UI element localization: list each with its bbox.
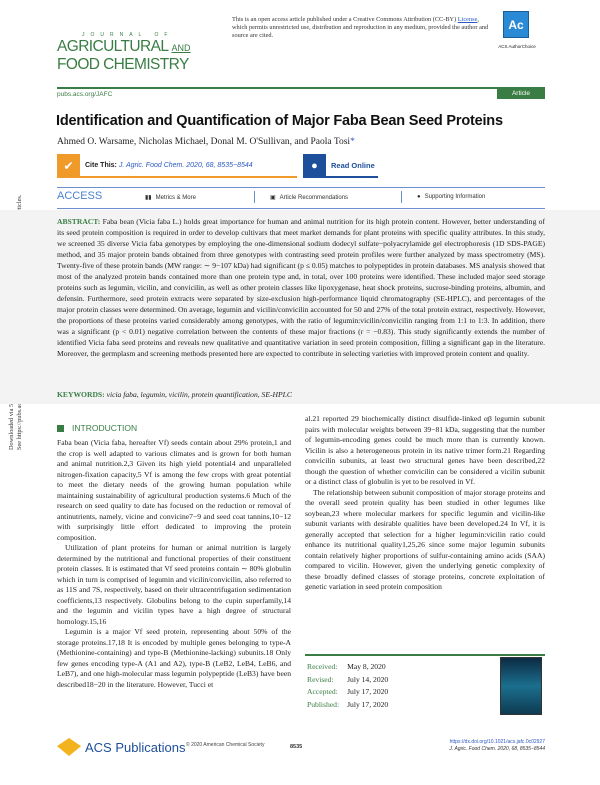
checkmark-icon: ✔ [57, 154, 80, 177]
paragraph: al.21 reported 29 biochemically distinct disulfide-linked αβ legumin subunit pairs with molecular weights between 39−81 kDa, suggesting that the number of legumin-encoding genes could be much more than is currently known. Vicilin is also a heterogeneous protein in its native trimer form.21 Regarding convicilin subunits, at least two structural genes have been described,22 though the question of whether convicilin can be considered a vicilin subunit or a distinct class of globulin is yet to be resolved in Vf. [305, 414, 545, 486]
header-divider [57, 87, 545, 89]
left-column [57, 438, 291, 690]
open-access-notice: This is an open access article published under a Creative Commons Attribution (CC-BY) License, which permits unrestricted use, distribution and reproduction in any medium, provided the author and source are cited. [232, 16, 489, 39]
date-row: Revised: July 14, 2020 [307, 674, 389, 684]
copyright: © 2020 American Chemical Society [186, 742, 265, 748]
globe-icon: ● [303, 154, 326, 177]
paragraph: Legumin is a major Vf seed protein, representing about 50% of the storage proteins.17,18 It is encoded by multiple genes belonging to type-A (Methionine-containing) and type-B (Methionine-lacking) subunits.18 Only few genes encoding type-A (A1 and A2), type-B (LeB2, LeB4, LeB6, and LeB7), and one high-molecular mass legumin polypeptide (LeB3) have been described18−20 in the literature. However, Tucci et [57, 627, 291, 689]
journal-logo-line2: FOOD CHEMISTRY [57, 56, 189, 73]
date-row: Published: July 17, 2020 [307, 699, 389, 709]
page-number: 8535 [290, 744, 303, 750]
keywords: KEYWORDS: vicia faba, legumin, vicilin, protein quantification, SE-HPLC [57, 390, 292, 399]
supporting-info-icon: ● [417, 194, 421, 200]
section-heading-introduction: INTRODUCTION [57, 423, 137, 433]
divider [401, 191, 402, 203]
publication-dates [305, 660, 390, 712]
doi-block: https://dx.doi.org/10.1021/acs.jafc.0c02927 J. Agric. Food Chem. 2020, 68, 8535−8544 [449, 739, 545, 752]
acs-hexagon-icon [57, 738, 81, 756]
cite-this[interactable]: ✔ Cite This: J. Agric. Food Chem. 2020, 68, 8535−8544 [57, 155, 297, 178]
recommendations-link[interactable]: ▣ Article Recommendations [270, 194, 349, 201]
authors: Ahmed O. Warsame, Nicholas Michael, Donal M. O'Sullivan, and Paola Tosi* [57, 137, 355, 147]
divider [254, 191, 255, 203]
date-row: Received: May 8, 2020 [307, 662, 386, 671]
journal-url[interactable]: pubs.acs.org/JAFC [57, 91, 113, 98]
abstract: ABSTRACT: Faba bean (Vicia faba L.) holds great importance for human and animal nutrition for its high protein content. However, better understanding of its seed protein composition is required in order to develop cultivars that meet market demands for plant proteins with specific quality attributes. In this study, we screened 35 diverse Vicia faba genotypes by employing the one-dimensional sodium dodecyl sulfate−polyacrylamide gel electrophoresis (1D SDS-PAGE) method, and 35 major protein bands obtained from three genotypes with contrasting seed protein profiles were further analyzed by mass spectrometry (MS). Twenty-five of these protein bands (MW range: ∼ 9−107 kDa) had significant (p ≤ 0.05) matches to polypeptides in protein databases. MS analysis showed that most of the analyzed protein bands contained more than one protein type and, in total, over 100 proteins were identified. These included major seed storage proteins such as legumin, vicilin, and convicilin, as well as other protein classes like lipoxygenase, heat shock proteins, sucrose-binding proteins, albumin, and defensin. Furthermore, seed protein extracts were separated by size-exclusion high-performance liquid chromatography (SE-HPLC), and percentages of the major protein classes were determined. On average, legumin and vicilin/convicilin accounted for 50 and 27% of the total protein extract, respectively. However, the proportions of these proteins varied considerably among genotypes, with the ratio of legumin:vicilin/convicilin ranging from 1:1 to 1:3. In addition, there was a significant (p < 0.01) negative correlation between the contents of these major fractions (r = −0.83). This study significantly extends the number of identified Vicia faba seed proteins and reveals new qualitative and quantitative variation in seed protein composition, filling a significant gap in the literature. Moreover, the germplasm and screening methods presented here are expected to contribute in selecting varieties with improved protein content and quality. [57, 217, 545, 358]
right-column [305, 414, 545, 593]
corresponding-author-mark[interactable]: * [350, 137, 355, 147]
supporting-info-link[interactable]: ● Supporting Information [417, 194, 486, 200]
section-marker-icon [57, 425, 64, 432]
journal-logo-prefix: JOURNAL OF [82, 32, 174, 38]
journal-cover-image [500, 657, 542, 715]
authorchoice-label: ACS AuthorChoice [498, 44, 536, 49]
article-type-badge: Article [497, 89, 545, 99]
date-row: Accepted: July 17, 2020 [307, 687, 389, 696]
paragraph: Utilization of plant proteins for human or animal nutrition is largely determined by the nutritional and functional properties of their constituent protein classes. It is estimated that Vf seed proteins contain ∼ 80% globulin which in turn is comprised of legumin and vicilin/convicilin, also referred to as 11S and 7S, respectively, based on their ultracentrifugation sedimentation coefficients,13 respectively. Globulins belong to the cupin superfamily,14 and the legumin and vicilin types have a high degree of structural homology.15,16 [57, 543, 291, 626]
journal-logo-line1: AGRICULTURAL AND [57, 38, 191, 55]
article-title: Identification and Quantification of Major Faba Bean Seed Proteins [56, 113, 503, 129]
access-bar [57, 187, 545, 209]
metrics-link[interactable]: ▮▮ Metrics & More [145, 194, 196, 201]
license-link[interactable]: License [457, 16, 478, 23]
bar-chart-icon: ▮▮ [145, 195, 152, 201]
read-online-button[interactable]: ● Read Online [303, 155, 378, 178]
paragraph: Faba bean (Vicia faba, hereafter Vf) seeds contain about 29% protein,1 and the crop is well adapted to various climates and is grown for both human and animal nutrition.2,3 Given its high yield potential4 and unparalleled nitrogen-fixation capacity,5 Vf is among the few crops with great potential to meet the dietary needs of the growing human population while maintaining sustainability of agricultural production systems.6 Much of the research on seed quality to date has focused on the reduction or removal of antinutrients, namely, vicine and convicine7−9 and seed coat tannins,10−12 with surprisingly little effort dedicated to improving the protein composition. [57, 438, 291, 542]
paragraph: The relationship between subunit composition of major storage proteins and the overall seed protein quality has been studied in other legumes like soybean,23 where molecular markers for specific legumin and vicilin-like subunit variants with desirable qualities have been developed.24 In Vf, it is generally accepted that selection for a higher legumin:vicilin ratio could enhance its nutritional quality1,25,26 since some major legumin subunits contain relatively higher proportions of sulfur-containing amino acids (SAA) compared to vicilin. However, given the underlying genetic complexity of these broadly defined classes of storage proteins, concrete exploitation of genetic variation in seed protein composition [305, 487, 545, 591]
dates-divider [305, 654, 545, 656]
recommendations-icon: ▣ [270, 195, 276, 201]
doi-link[interactable]: https://dx.doi.org/10.1021/acs.jafc.0c02927 [449, 739, 545, 745]
access-label: ACCESS [57, 190, 103, 202]
acs-publications-logo: ACS Publications [57, 738, 185, 756]
acs-authorchoice-badge: Ac [503, 11, 529, 38]
